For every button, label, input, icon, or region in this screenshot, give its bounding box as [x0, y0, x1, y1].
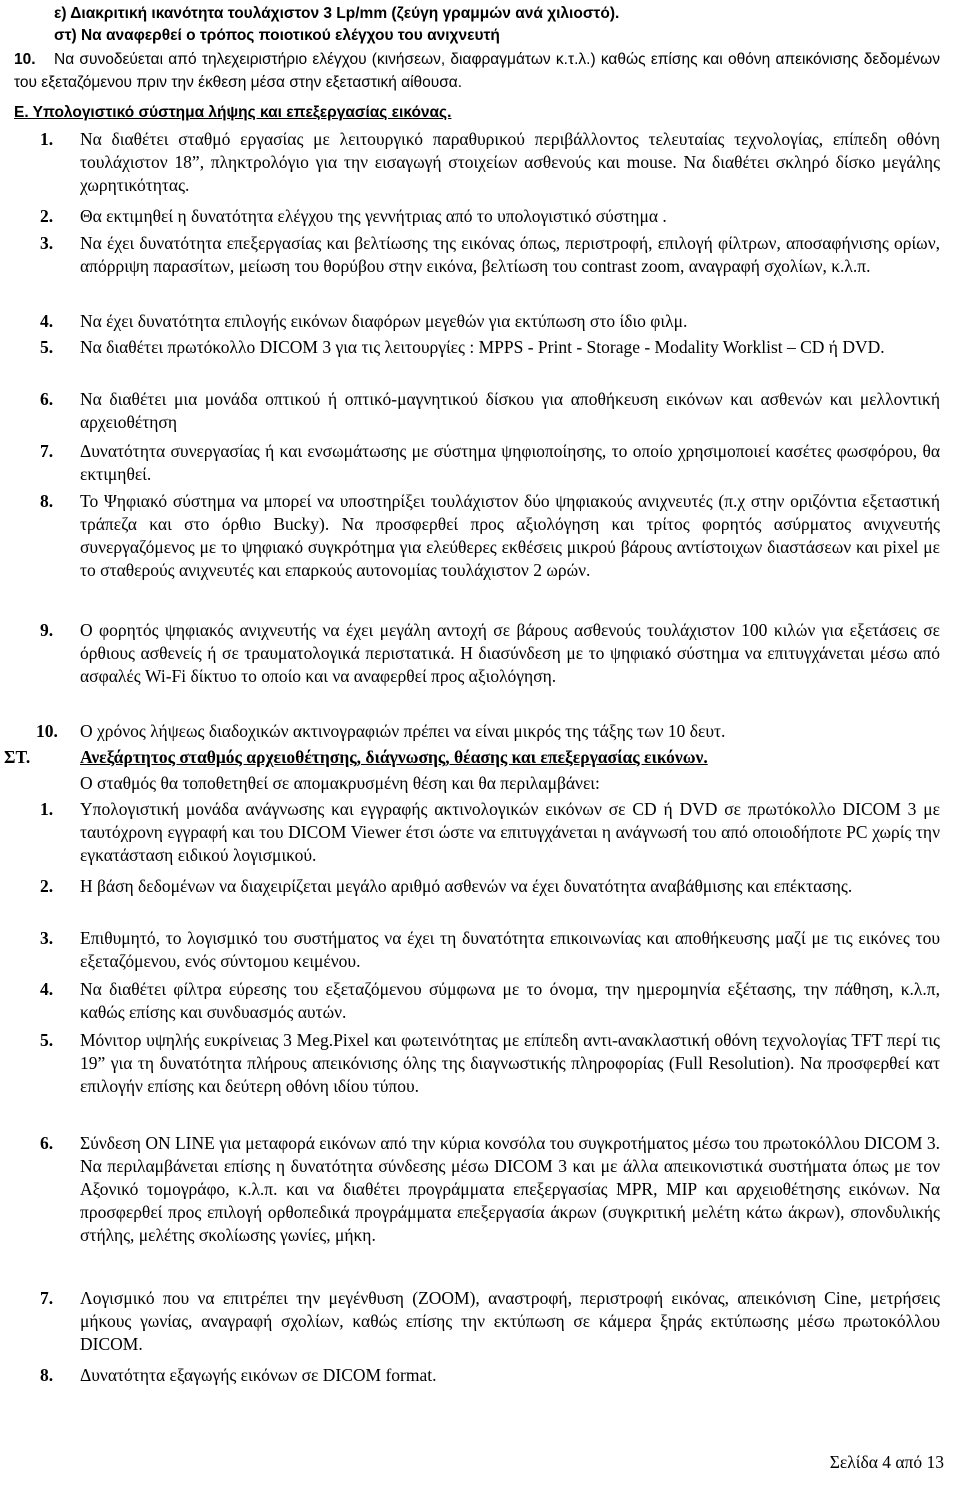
item-number: 8. [40, 1365, 54, 1385]
item-text: Να διαθέτει φίλτρα εύρεσης του εξεταζόμενου σύμφωνα με το όνομα, την ημερομηνία εξέτασης, την πάθηση, κ.λ.π, καθώς επίσης και συνδυασμός αυτών. [80, 979, 940, 1022]
item-text: Να συνοδεύεται από τηλεχειριστήριο ελέγχου (κινήσεων, διαφραγμάτων κ.τ.λ.) καθώς επίσης και οθόνη απεικόνισης δεδομένων του εξεταζόμενου πριν την έκθεση μέσα στην εξεταστική αίθουσα. [14, 51, 940, 91]
top-item-10 [0, 48, 960, 96]
item-text: Το Ψηφιακό σύστημα να μπορεί να υποστηρίξει τουλάχιστον δύο ψηφιακούς ανιχνευτές (π.χ στην οριζόντια εξεταστική τράπεζα και στο όρθιο Bucky). Να προσφερθεί προς αξιολόγηση και τρίτος φορητός ασύρματος ανιχνευτής συνεργαζόμενος με το ψηφιακό συγκρότημα για ελεύθερες εκθέσεις μικρού βάρους αντίστοιχων διαστάσεων και pixel με το σταθερούς ανιχνευτές και επαρκούς αυτονομίας τουλάχιστον 2 ωρών. [80, 491, 940, 580]
page-number: Σελίδα 4 από 13 [829, 1452, 944, 1472]
item-number: 10. [36, 721, 58, 741]
item-number: 5. [40, 1030, 54, 1050]
item-number: 2. [40, 876, 54, 896]
item-number: 9. [40, 620, 54, 640]
item-text: Να διαθέτει μια μονάδα οπτικού ή οπτικό-μαγνητικού δίσκου για αποθήκευση εικόνων και ασθενών και μελλοντική αρχειοθέτηση [80, 389, 940, 432]
item-number: 6. [40, 389, 54, 409]
item-number: 3. [40, 928, 54, 948]
item-text: Ο φορητός ψηφιακός ανιχνευτής να έχει μεγάλη αντοχή σε βάρους ασθενούς τουλάχιστον 100 κιλών για εξετάσεις σε όρθιους ασθενείς ή σε τραυματολογικά περιστατικά. Η διασύνδεση με το ψηφιακό σύστημα να επιτυγχάνεται μέσω από ασφαλές Wi-Fi δίκτυο το οποίο και να αναφερθεί προς αξιολόγηση. [80, 620, 940, 686]
item-number: 7. [40, 441, 54, 461]
item-number: 1. [40, 129, 54, 149]
item-text: Σύνδεση ON LINE για μεταφορά εικόνων από την κύρια κονσόλα του συγκροτήματος μέσω του πρωτοκόλλου DICOM 3. Να περιλαμβάνεται επίσης η δυνατότητα σύνδεσης μέσω DICOM 3 και με άλλα απεικονιστικά συστήματα όπως με τον Αξονικό τομογράφο, κ.λ.π. και να διαθέτει προγράμματα επεξεργασίας MPR, MIP και αρχειοθέτησης εικόνων. Να προσφερθεί προς επιλογή ορθοπεδικά προγράμματα επεξεργασία άκρων (συγκριτική μελέτη κάτω άκρων), σπονδυλικής στήλης, μελέτης σκολίωσης γωνίες, μήκη. [80, 1133, 940, 1245]
item-number: 3. [40, 233, 54, 253]
item-text: Μόνιτορ υψηλής ευκρίνειας 3 Meg.Pixel και φωτεινότητας με επίπεδη αντι-ανακλαστική οθόνη τεχνολογίας TFT περί τις 19” για τη δυνατότητα πλήρους απεικόνισης όλης της διαγνωστικής πληροφορίας (Full Resolution). Να προσφερθεί κατ επιλογήν επίσης και δεύτερη οθόνη ιδίου τύπου. [80, 1030, 940, 1096]
item-text: Ο χρόνος λήψεως διαδοχικών ακτινογραφιών πρέπει να είναι μικρός της τάξης των 10 δευτ. [80, 721, 726, 741]
item-text: Να έχει δυνατότητα επιλογής εικόνων διαφόρων μεγεθών για εκτύπωση στο ίδιο φιλμ. [80, 311, 688, 331]
item-number: 10. [14, 51, 36, 68]
item-number: 2. [40, 206, 54, 226]
section-st-intro: Ο σταθμός θα τοποθετηθεί σε απομακρυσμένη θέση και θα περιλαμβάνει: [80, 773, 600, 793]
item-number: 6. [40, 1133, 54, 1153]
item-text: Δυνατότητα συνεργασίας ή και ενσωμάτωσης με σύστημα ψηφιοποίησης, το οποίο χρησιμοποιεί κασέτες φωσφόρου, θα εκτιμηθεί. [80, 441, 940, 484]
item-text: Να διαθέτει πρωτόκολλο DICOM 3 για τις λειτουργίες : MPPS - Print - Storage - Modality Worklist – CD ή DVD. [80, 337, 885, 357]
item-number: 7. [40, 1288, 54, 1308]
item-text: Δυνατότητα εξαγωγής εικόνων σε DICOM format. [80, 1365, 437, 1385]
item-text: Να έχει δυνατότητα επεξεργασίας και βελτίωσης της εικόνας όπως, περιστροφή, επιλογή φίλτρων, αποσαφήνισης ορίων, απόρριψη παρασίτων, μείωση του θορύβου στην εικόνα, βελτίωση του contrast zoom, αναγραφή σχολίων, κ.λ.π. [80, 233, 940, 276]
item-number: 4. [40, 311, 54, 331]
item-text: Επιθυμητό, το λογισμικό του συστήματος να έχει τη δυνατότητα επικοινωνίας και αποθήκευσης μαζί με τις εικόνες του εξεταζόμενου, ενός σύντομου κειμένου. [80, 928, 940, 971]
item-text: Η βάση δεδομένων να διαχειρίζεται μεγάλο αριθμό ασθενών να έχει δυνατότητα αναβάθμισης και επέκτασης. [80, 876, 853, 896]
item-number: 4. [40, 979, 54, 999]
section-st-heading: Ανεξάρτητος σταθμός αρχειοθέτησης, διάγνωσης, θέασης και επεξεργασίας εικόνων. [80, 747, 708, 767]
item-text: Να διαθέτει σταθμό εργασίας με λειτουργικό παραθυρικού περιβάλλοντος τελευταίας τεχνολογίας, επίπεδη οθόνη τουλάχιστον 18”, πληκτρολόγιο για την εισαγωγή στοιχείων ασθενούς και mouse. Να διαθέτει σκληρό δίσκο μεγάλης χωρητικότητας. [80, 129, 940, 195]
criterion-st-line: στ) Να αναφερθεί ο τρόπος ποιοτικού ελέγχου του ανιχνευτή [54, 27, 500, 44]
item-text: Υπολογιστική μονάδα ανάγνωσης και εγγραφής ακτινολογικών εικόνων σε CD ή DVD σε πρωτόκολλο DICOM 3 με ταυτόχρονη εγγραφή και του DICOM Viewer έτσι ώστε να επιτυγχάνεται η ανάγνωσή του από οποιοδήποτε PC χωρίς την εγκατάσταση ειδικού λογισμικού. [80, 799, 940, 865]
item-number: 8. [40, 491, 54, 511]
criterion-e-line: ε) Διακριτική ικανότητα τουλάχιστον 3 Lp/mm (ζεύγη γραμμών ανά χιλιοστό). [54, 5, 620, 22]
section-e-heading: Ε. Υπολογιστικό σύστημα λήψης και επεξεργασίας εικόνας. [14, 104, 452, 121]
section-label: ΣΤ. [4, 747, 31, 767]
item-text: Λογισμικό που να επιτρέπει την μεγένθυση (ZOOM), αναστροφή, περιστροφή εικόνας, απεικόνιση Cine, μετρήσεις μήκους γωνίας, αναγραφή σχολίων, καθώς επίσης την εκτύπωση σε κάμερα ξηράς εκτύπωσης μέσω πρωτοκόλλου DICOM. [80, 1288, 940, 1354]
item-text: Θα εκτιμηθεί η δυνατότητα ελέγχου της γεννήτριας από το υπολογιστικό σύστημα . [80, 206, 667, 226]
item-number: 5. [40, 337, 54, 357]
item-number: 1. [40, 799, 54, 819]
